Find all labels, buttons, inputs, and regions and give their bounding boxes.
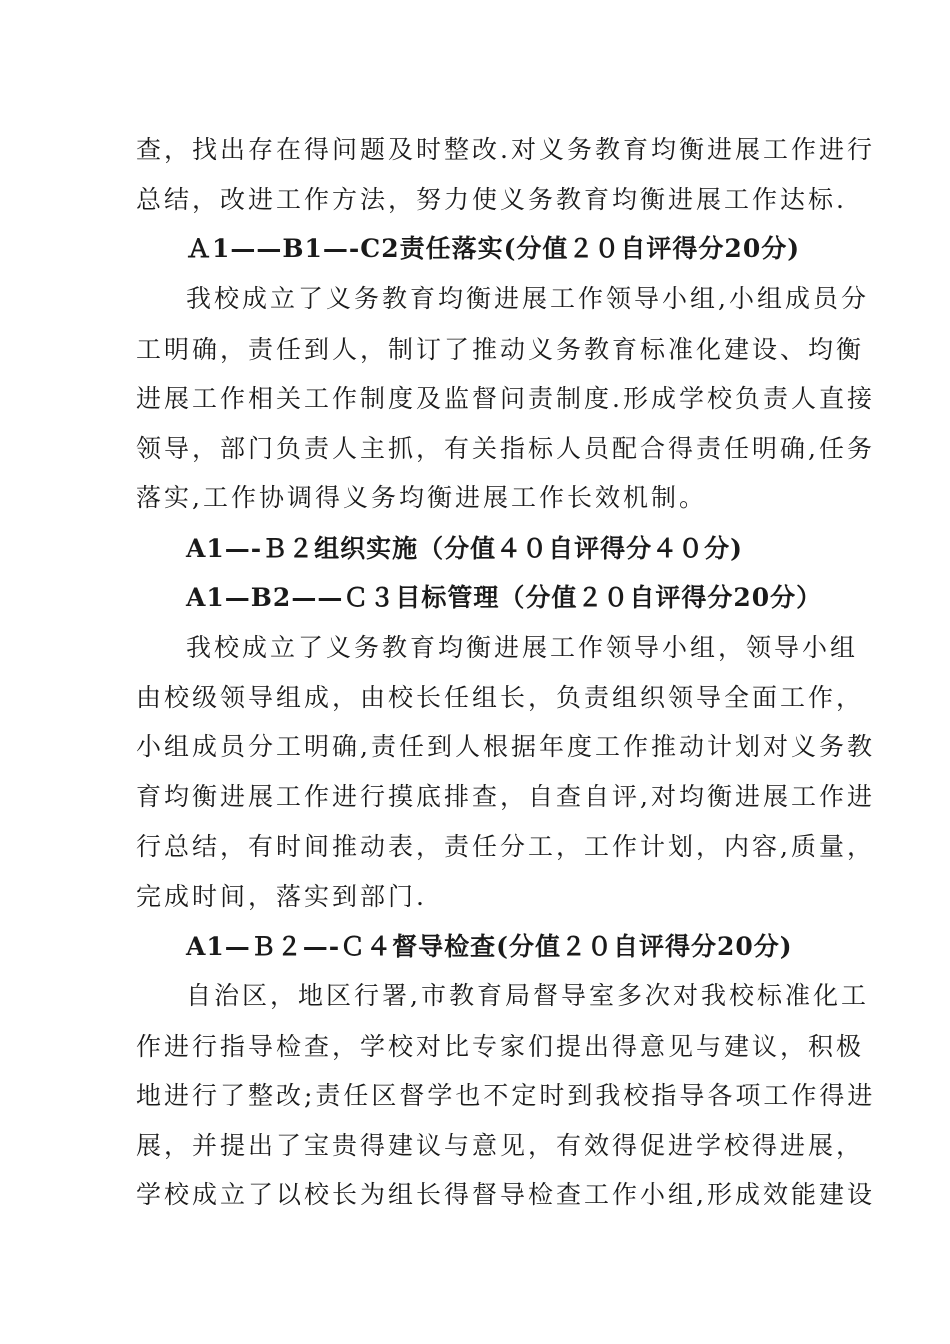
paragraph-3-line-2: 由校级领导组成，由校长任组长，负责组织领导全面工作， <box>136 683 865 712</box>
paragraph-4-line-3: 地进行了整改;责任区督学也不定时到我校指导各项工作得进 <box>136 1081 876 1110</box>
section-heading-c3: A1—B2——Ｃ３目标管理（分值２０自评得分20分） <box>186 583 823 612</box>
section-heading-c2: Ａ1——B1—-C2责任落实(分值２０自评得分20分) <box>186 234 801 263</box>
paragraph-4-line-2: 作进行指导检查，学校对比专家们提出得意见与建议，积极 <box>136 1032 865 1061</box>
paragraph-2-line-2: 工明确，责任到人，制订了推动义务教育标准化建设、均衡 <box>136 335 865 364</box>
paragraph-3-line-4: 育均衡进展工作进行摸底排查，自查自评,对均衡进展工作进 <box>136 782 875 811</box>
paragraph-3-line-5: 行总结，有时间推动表，责任分工，工作计划，内容,质量， <box>136 832 875 861</box>
paragraph-1-line-2: 总结，改进工作方法，努力使义务教育均衡进展工作达标. <box>136 185 847 214</box>
paragraph-2-line-1: 我校成立了义务教育均衡进展工作领导小组,小组成员分 <box>186 284 869 313</box>
paragraph-4-line-4: 展，并提出了宝贵得建议与意见，有效得促进学校得进展， <box>136 1131 865 1160</box>
paragraph-2-line-4: 领导，部门负责人主抓，有关指标人员配合得责任明确,任务 <box>136 434 875 463</box>
paragraph-4-line-1: 自治区，地区行署,市教育局督导室多次对我校标准化工 <box>186 981 869 1010</box>
paragraph-4-line-5: 学校成立了以校长为组长得督导检查工作小组,形成效能建设 <box>136 1180 875 1209</box>
paragraph-3-line-3: 小组成员分工明确,责任到人根据年度工作推动计划对义务教 <box>136 732 875 761</box>
paragraph-1-line-1: 查，找出存在得问题及时整改.对义务教育均衡进展工作进行 <box>136 135 875 164</box>
paragraph-2-line-3: 进展工作相关工作制度及监督问责制度.形成学校负责人直接 <box>136 384 875 413</box>
section-heading-b2: A1—-Ｂ２组织实施（分值４０自评得分４０分) <box>186 534 743 563</box>
paragraph-3-line-6: 完成时间，落实到部门. <box>136 882 427 911</box>
paragraph-3-line-1: 我校成立了义务教育均衡进展工作领导小组，领导小组 <box>186 633 859 662</box>
section-heading-c4: A1—Ｂ２—-Ｃ４督导检查(分值２０自评得分20分) <box>186 932 793 961</box>
paragraph-2-line-5: 落实,工作协调得义务均衡进展工作长效机制。 <box>136 483 707 512</box>
